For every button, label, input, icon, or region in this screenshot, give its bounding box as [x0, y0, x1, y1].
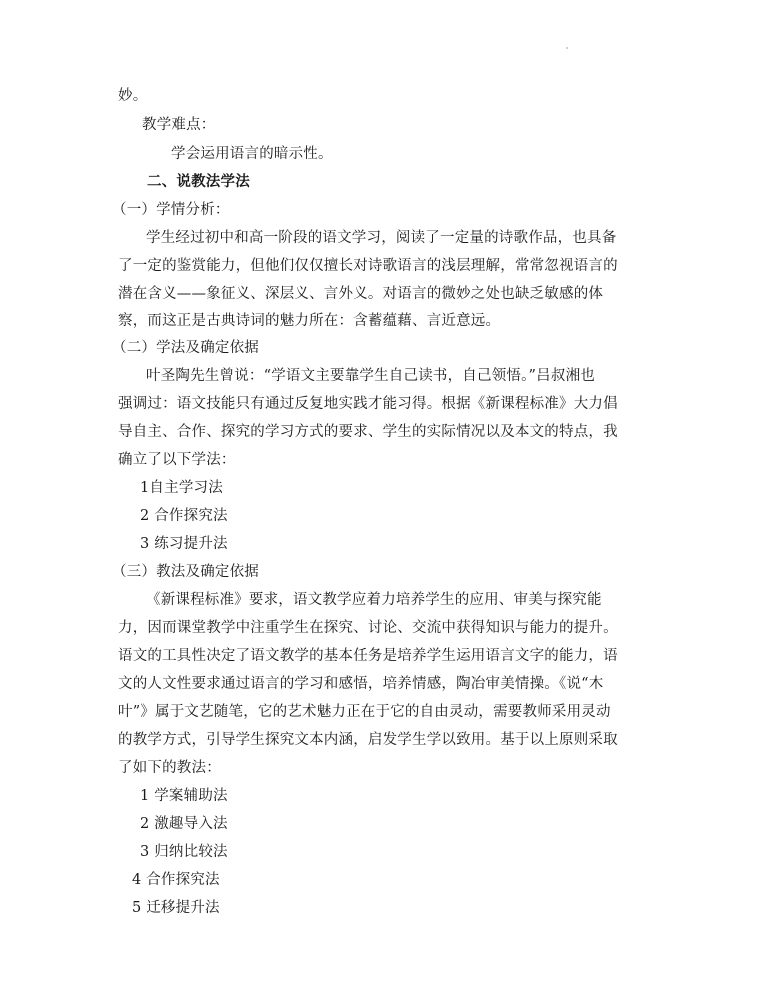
subheading-learner-analysis: （一）学情分析：	[112, 202, 230, 218]
list-item-learning-method: 1自主学习法	[140, 480, 223, 496]
scan-dot	[566, 47, 568, 49]
list-item-teaching-method: 2 激趣导入法	[140, 816, 228, 832]
paragraph-line: 导自主、合作、探究的学习方式的要求、学生的实际情况以及本文的特点，我	[118, 424, 618, 440]
text-line-difficulty: 学会运用语言的暗示性。	[171, 146, 333, 162]
paragraph-line: 察，而这正是古典诗词的魅力所在：含蓄蕴藉、言近意远。	[118, 313, 501, 329]
list-item-learning-method: 3 练习提升法	[140, 536, 228, 552]
list-item-teaching-method: 5 迁移提升法	[132, 900, 220, 916]
paragraph-line: 了一定的鉴赏能力，但他们仅仅擅长对诗歌语言的浅层理解，常常忽视语言的	[118, 258, 618, 274]
paragraph-line: 强调过：语文技能只有通过反复地实践才能习得。根据《新课程标准》大力倡	[118, 396, 618, 412]
paragraph-line: 力，因而课堂教学中注重学生在探究、讨论、交流中获得知识与能力的提升。	[118, 620, 618, 636]
paragraph-line: 确立了以下学法：	[118, 452, 236, 468]
paragraph-line: 叶圣陶先生曾说：“学语文主要靠学生自己读书，自己领悟。”吕叔湘也	[146, 368, 595, 384]
paragraph-line: 了如下的教法：	[118, 760, 221, 776]
subheading-teaching-method: （三）教法及确定依据	[112, 564, 259, 580]
list-item-learning-method: 2 合作探究法	[140, 508, 228, 524]
paragraph-line: 文的人文性要求通过语言的学习和感悟，培养情感，陶冶审美情操。《说“木	[118, 676, 604, 692]
paragraph-line: 语文的工具性决定了语文教学的基本任务是培养学生运用语言文字的能力，语	[118, 648, 618, 664]
paragraph-line: 学生经过初中和高一阶段的语文学习，阅读了一定量的诗歌作品，也具备	[146, 230, 617, 246]
heading-teaching-difficulty: 教学难点：	[142, 117, 216, 133]
paragraph-line: 《新课程标准》要求，语文教学应着力培养学生的应用、审美与探究能	[146, 592, 602, 608]
subheading-learning-method: （二）学法及确定依据	[112, 340, 259, 356]
paragraph-line: 潜在含义——象征义、深层义、言外义。对语言的微妙之处也缺乏敏感的体	[118, 286, 604, 302]
list-item-teaching-method: 4 合作探究法	[132, 872, 220, 888]
list-item-teaching-method: 3 归纳比较法	[140, 844, 228, 860]
list-item-teaching-method: 1 学案辅助法	[140, 788, 228, 804]
paragraph-line: 的教学方式，引导学生探究文本内涵，启发学生学以致用。基于以上原则采取	[118, 732, 618, 748]
paragraph-line: 叶”》属于文艺随笔，它的艺术魅力正在于它的自由灵动，需要教师采用灵动	[118, 704, 611, 720]
text-line-continuation: 妙。	[118, 88, 148, 104]
section-heading-methods: 二、说教法学法	[147, 173, 250, 190]
